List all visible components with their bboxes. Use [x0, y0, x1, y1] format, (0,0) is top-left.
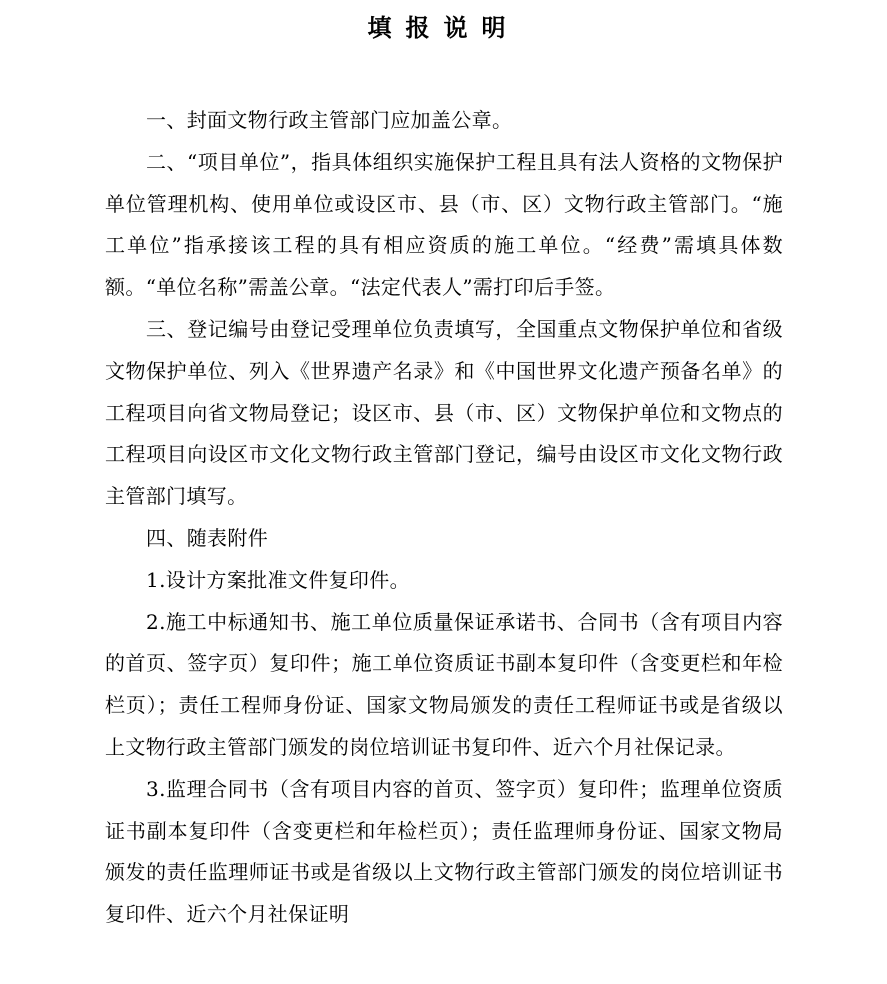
paragraph-cover-seal: 一、封面文物行政主管部门应加盖公章。 — [146, 108, 513, 132]
paragraph-attachment-2: 2.施工中标通知书、施工单位质量保证承诺书、合同书（含有项目内容的首页、签字页）复印件；施工单位资质证书副本复印件（含变更栏和年检栏页）；责任工程师身份证、国家文物局颁发的责任工程师证书或是省级以上文物行政主管部门颁发的岗位培训证书复印件、近六个月社保记录。 — [105, 609, 783, 759]
page-title: 填报说明 — [367, 14, 520, 42]
paragraph-attachments-heading: 四、随表附件 — [146, 525, 269, 550]
document-body — [105, 100, 783, 936]
paragraph-definitions: 二、“项目单位”，指具体组织实施保护工程且具有法人资格的文物保护单位管理机构、使用单位或设区市、县（市、区）文物行政主管部门。“施工单位”指承接该工程的具有相应资质的施工单位。“经费”需填具体数额。“单位名称”需盖公章。“法定代表人”需打印后手签。 — [105, 149, 783, 300]
paragraph-attachment-1: 1.设计方案批准文件复印件。 — [146, 567, 410, 592]
paragraph-registration-number: 三、登记编号由登记受理单位负责填写，全国重点文物保护单位和省级文物保护单位、列入《世界遗产名录》和《中国世界文化遗产预备名单》的工程项目向省文物局登记；设区市、县（市、区）文物保护单位和文物点的工程项目向设区市文化文物行政主管部门登记，编号由设区市文化文物行政主管部门填写。 — [105, 316, 783, 509]
paragraph-attachment-3: 3.监理合同书（含有项目内容的首页、签字页）复印件；监理单位资质证书副本复印件（含变更栏和年检栏页）；责任监理师身份证、国家文物局颁发的责任监理师证书或是省级以上文物行政主管部门颁发的岗位培训证书复印件、近六个月社保证明 — [105, 776, 783, 927]
